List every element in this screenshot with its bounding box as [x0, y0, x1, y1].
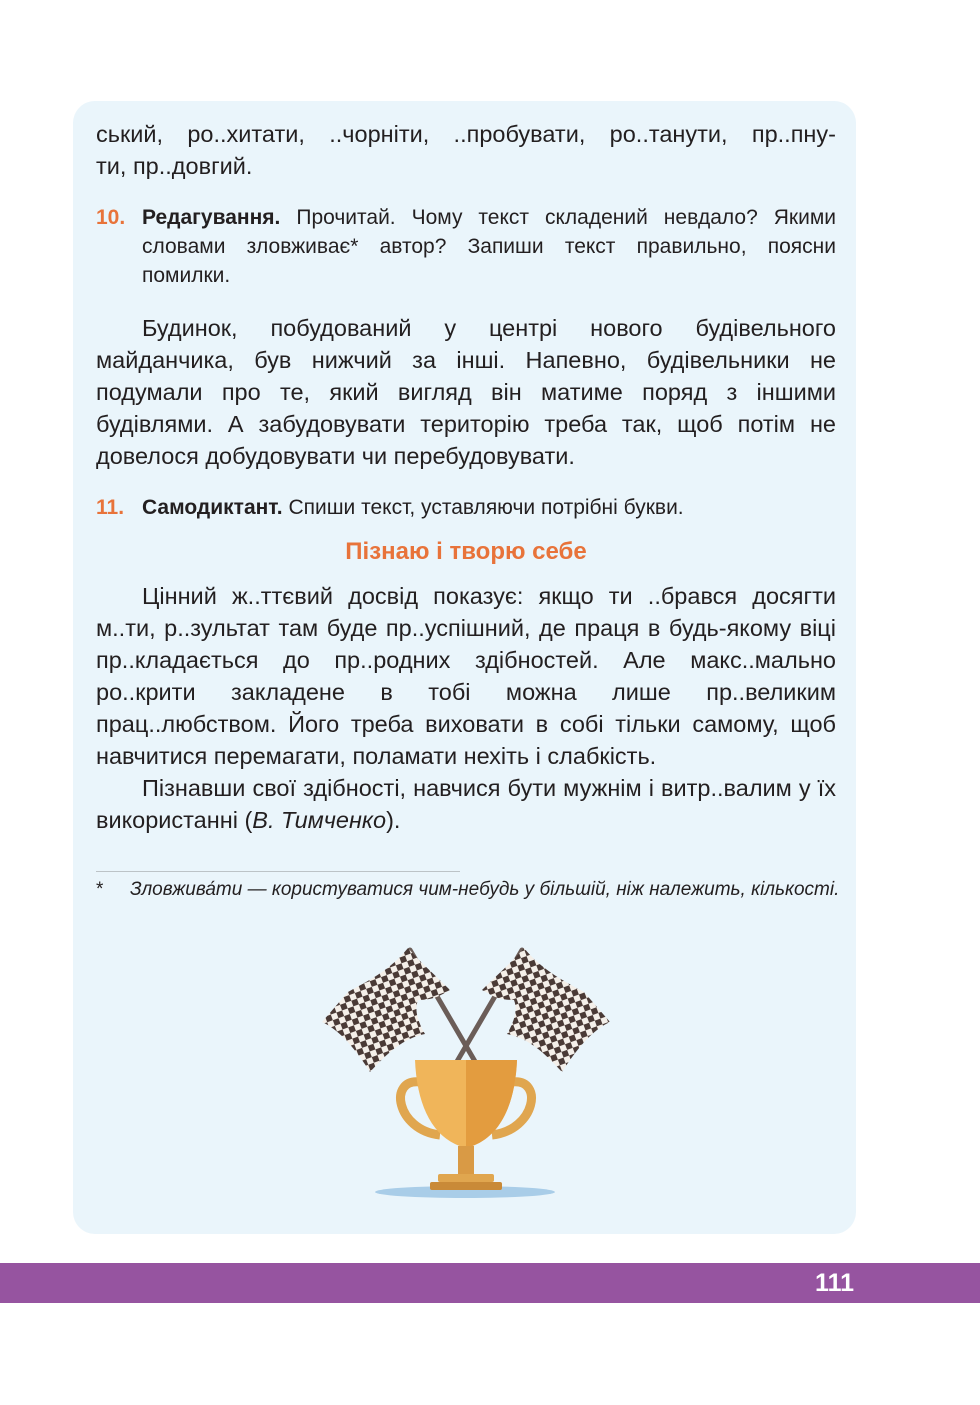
exercise-11-title: Самодиктант. — [142, 496, 283, 519]
paragraph-1: Цінний ж..ттєвий досвід показує: якщо ти ..брався досягти м..ти, р..зультат там буде пр..успішний, де праця в будь-якому віці пр..кладається до пр..родних здібностей. Але макс..мально ро..крити закладене в тобі можна лише пр..великим прац..любством. Його треба виховати в собі тільки самому, щоб навчитися перемагати, поламати нехіть і слабкість. — [96, 583, 836, 769]
exercise-11 — [96, 493, 836, 522]
page-footer-bar — [0, 1263, 980, 1303]
exercise-11-number: 11. — [96, 496, 125, 519]
footnote-divider — [96, 871, 460, 872]
intro-line-1: ський, ро..хитати, ..чорніти, ..пробувати, ро..танути, пр..пну- — [96, 121, 836, 147]
page-number: 111 — [815, 1269, 854, 1297]
exercise-10-text: Будинок, побудований у центрі нового будівельного майданчика, був нижчий за інші. Напевно, будівельники не подумали про те, який вигляд він матиме поряд з іншими будівлями. А забудовувати територію треба так, щоб потім не довелося добудовувати чи перебудовувати. — [96, 315, 836, 469]
intro-line-2: ти, пр..довгий. — [96, 153, 253, 179]
exercise-10-instruction: Прочитай. Чому текст складений невдало? Якими словами зловживає* автор? Запиши текст правильно, поясни помилки. — [142, 206, 836, 287]
paragraph-2-text: Пізнавши свої здібності, навчися бути мужнім і витр..валим у їх використанні ( — [96, 775, 836, 833]
exercise-10-number: 10. — [96, 206, 126, 229]
exercise-10 — [96, 203, 836, 290]
footnote-star: * — [96, 879, 104, 900]
trophy-with-flags-icon — [300, 930, 630, 1210]
section-heading: Пізнаю і творю себе — [345, 538, 587, 565]
author-name: В. Тимченко — [252, 807, 387, 833]
exercise-11-instruction: Спиши текст, уставляючи потрібні букви. — [288, 496, 684, 519]
paragraph-2-close: ). — [386, 807, 401, 833]
footnote-text: Зловжива́ти — користуватися чим-небудь у більшій, ніж належить, кількості. — [130, 879, 840, 900]
footnote — [96, 877, 856, 903]
paragraph-2 — [96, 772, 836, 836]
exercise-10-title: Редагування. — [142, 206, 281, 229]
